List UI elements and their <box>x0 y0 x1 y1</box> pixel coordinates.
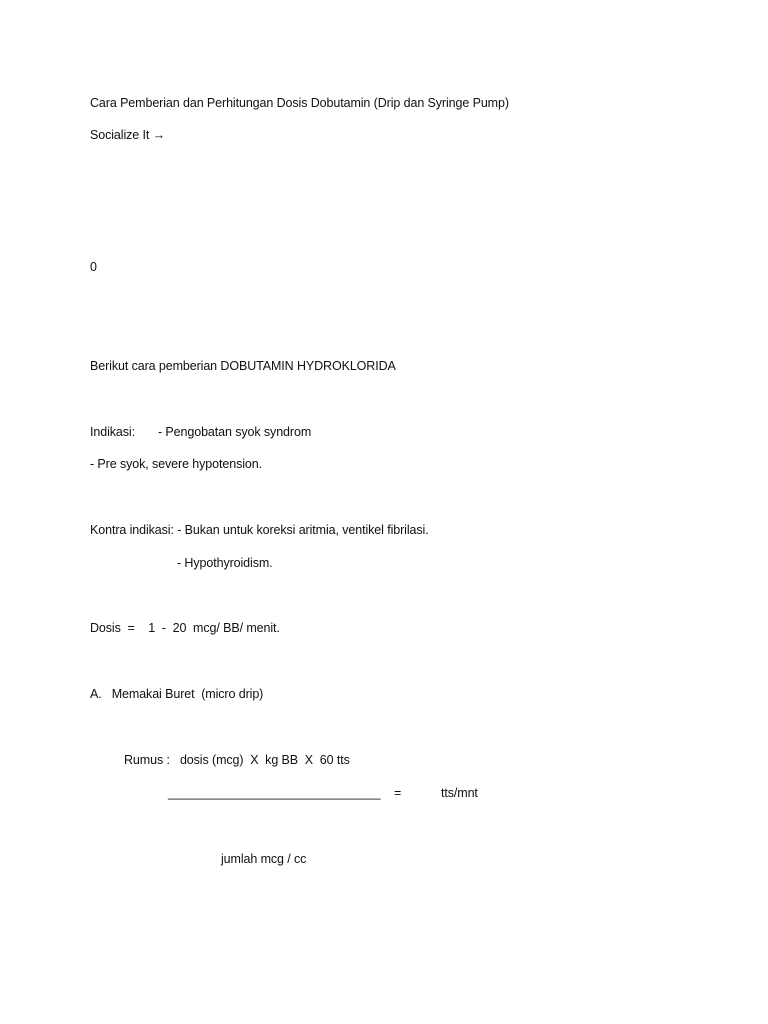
kontra-indikasi-line: - Hypothyroidism. <box>177 556 273 570</box>
socialize-link[interactable]: Socialize It → <box>90 128 166 142</box>
indikasi-label: Indikasi: <box>90 425 135 439</box>
placeholder-character: 0 <box>90 260 97 274</box>
equals-sign: = <box>394 786 402 800</box>
rumus-denominator: jumlah mcg / cc <box>221 852 307 866</box>
document-title: Cara Pemberian dan Perhitungan Dosis Dobutamin (Drip dan Syringe Pump) <box>90 96 509 110</box>
result-unit: tts/mnt <box>441 786 478 800</box>
indikasi-item: - Pengobatan syok syndrom <box>158 425 312 439</box>
fraction-bar: _______________________________ <box>168 786 381 800</box>
indikasi-item: - Pre syok, severe hypotension. <box>90 457 262 471</box>
section-heading: A. Memakai Buret (micro drip) <box>90 687 264 701</box>
kontra-indikasi-line: Kontra indikasi: - Bukan untuk koreksi aritmia, ventikel fibrilasi. <box>90 523 429 537</box>
rumus-numerator: Rumus : dosis (mcg) X kg BB X 60 tts <box>124 753 350 767</box>
dosis-text: Dosis = 1 - 20 mcg/ BB/ menit. <box>90 621 280 635</box>
intro-text: Berikut cara pemberian DOBUTAMIN HYDROKLORIDA <box>90 359 396 373</box>
